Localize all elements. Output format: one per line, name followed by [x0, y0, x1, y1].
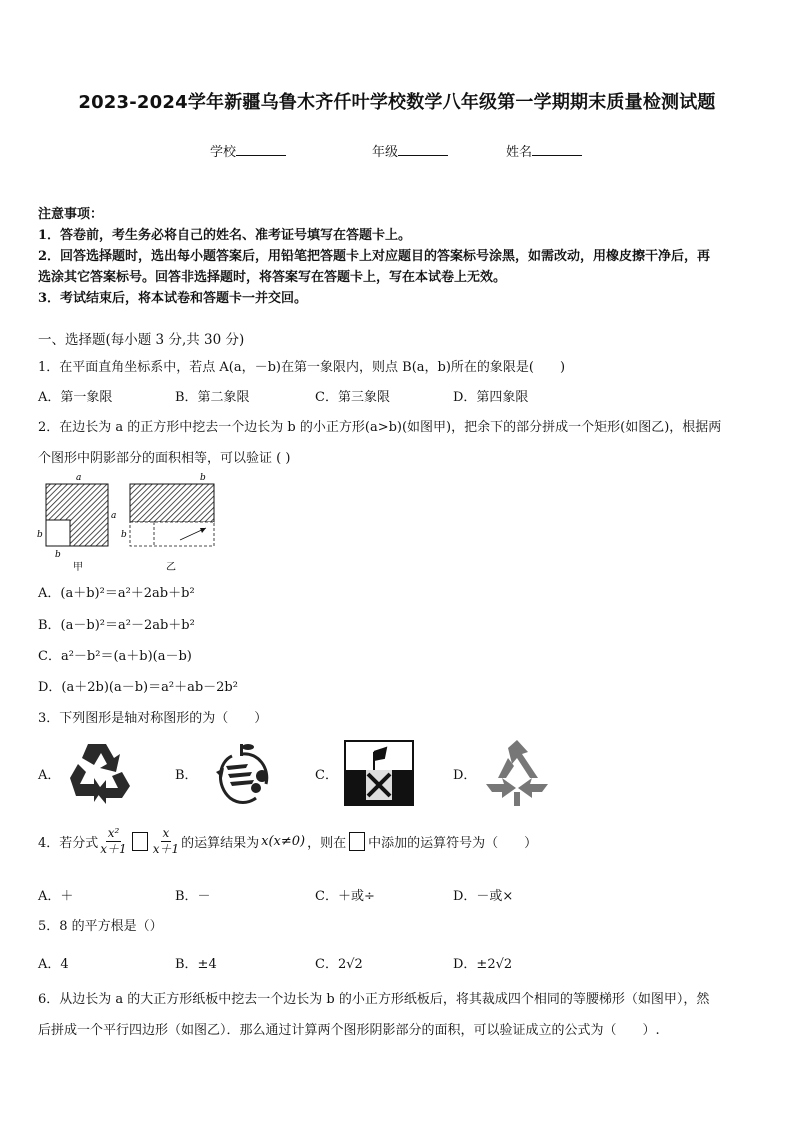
- q4-option-d: D．－或×: [453, 889, 514, 904]
- q3-option-d: D．: [453, 768, 477, 783]
- label-b-left: b: [37, 530, 43, 540]
- name-blank: [532, 143, 582, 156]
- grade-field: [372, 141, 448, 160]
- apple-core-icon: [208, 738, 278, 808]
- q4-frac2-numerator: x: [162, 826, 170, 840]
- section-heading: 一、选择题(每小题 3 分,共 30 分): [38, 332, 245, 348]
- notice-item: 1．答卷前，考生务必将自己的姓名、准考证号填写在答题卡上。: [38, 228, 412, 243]
- question-1-stem: 1．在平面直角坐标系中，若点 A(a，－b)在第一象限内，则点 B(a，b)所在的象限是( ): [38, 360, 566, 375]
- q4-frac2-denominator: x＋1: [152, 842, 180, 856]
- q2-option-b: B．(a－b)²＝a²－2ab＋b²: [38, 618, 195, 633]
- label-a-right: a: [111, 511, 117, 521]
- question-4-stem: [38, 826, 537, 857]
- q5-option-d: D．±2√2: [453, 957, 513, 972]
- q4-middle: 的运算结果为: [181, 836, 260, 851]
- q4-option-a: A．＋: [38, 889, 74, 904]
- question-3-stem: 3．下列图形是轴对称图形的为（ ）: [38, 711, 268, 726]
- q1-option-a: A．第一象限: [38, 390, 113, 405]
- grade-blank: [398, 143, 448, 156]
- q5-option-c: C．2√2: [315, 957, 363, 972]
- q4-suffix-2: 中添加的运算符号为（ ）: [368, 836, 538, 851]
- question-6-stem-cont: 后拼成一个平行四边形（如图乙）．那么通过计算两个图形阴影部分的面积，可以验证成立的公式为（ ）.: [38, 1023, 660, 1038]
- q4-result: x(x≠0): [261, 834, 306, 849]
- q4-frac1-numerator: x²: [107, 826, 120, 840]
- notice-heading: 注意事项：: [38, 207, 104, 222]
- q5-option-a: A．4: [38, 957, 69, 972]
- q1-option-d: D．第四象限: [453, 390, 529, 405]
- q4-frac1-denominator: x＋1: [100, 842, 127, 856]
- q4-suffix-1: ，则在: [307, 836, 347, 851]
- q2-option-a: A．(a＋b)²＝a²＋2ab＋b²: [38, 586, 195, 601]
- name-label: 姓名: [506, 145, 533, 160]
- q4-fraction-2: [151, 826, 181, 857]
- question-5-stem: 5．8 的平方根是（）: [38, 919, 163, 934]
- label-b-yi-top: b: [200, 473, 206, 483]
- triangle-arrows-icon: [484, 738, 550, 808]
- question-2-stem-cont: 个图形中阴影部分的面积相等，可以验证 ( ): [38, 451, 291, 466]
- q4-option-b: B．－: [175, 889, 211, 904]
- q2-option-c: C．a²－b²＝(a＋b)(a－b): [38, 649, 192, 664]
- school-label: 学校: [210, 145, 237, 160]
- question-6-stem: 6．从边长为 a 的大正方形纸板中挖去一个边长为 b 的小正方形纸板后，将其裁成四个相同的等腰梯形（如图甲），然: [38, 992, 710, 1007]
- recycle-icon: [64, 738, 134, 808]
- label-b-bottom: b: [55, 550, 61, 560]
- exam-title: 2023-2024学年新疆乌鲁木齐仟叶学校数学八年级第一学期期末质量检测试题: [78, 92, 716, 113]
- q4-prefix: 4．若分式: [38, 836, 99, 851]
- operator-box: [132, 832, 148, 851]
- q4-option-c: C．＋或÷: [315, 889, 375, 904]
- q1-option-b: B．第二象限: [175, 390, 250, 405]
- label-a-top: a: [76, 473, 82, 483]
- name-field: [506, 141, 582, 160]
- q3-option-a: A．: [38, 768, 61, 783]
- q4-fraction-1: [98, 826, 128, 857]
- q3-option-b: B．: [175, 768, 198, 783]
- notice-item: 2．回答选择题时，选出每小题答案后，用铅笔把答题卡上对应题目的答案标号涂黑，如需改动，用橡皮擦干净后，再: [38, 249, 711, 264]
- q2-option-d: D．(a＋2b)(a－b)＝a²＋ab－2b²: [38, 680, 238, 695]
- figure-jia: [37, 473, 116, 573]
- school-blank: [236, 143, 286, 156]
- q3-option-c: C．: [315, 768, 338, 783]
- notice-item: 选涂其它答案标号。回答非选择题时，将答案写在答题卡上，写在本试卷上无效。: [38, 270, 507, 285]
- label-jia: 甲: [73, 562, 83, 573]
- q5-option-b: B．±4: [175, 957, 217, 972]
- question-2-stem: 2．在边长为 a 的正方形中挖去一个边长为 b 的小正方形(a>b)(如图甲)，把余下的部分拼成一个矩形(如图乙)，根据两: [38, 420, 722, 435]
- no-littering-sign-icon: [344, 740, 414, 806]
- q1-option-c: C．第三象限: [315, 390, 390, 405]
- label-b-yi-left: b: [121, 530, 127, 540]
- notice-item: 3．考试结束后，将本试卷和答题卡一并交回。: [38, 291, 308, 306]
- operator-box: [349, 832, 365, 851]
- school-field: [210, 141, 286, 160]
- label-yi: 乙: [166, 562, 176, 573]
- figure-yi: [121, 473, 214, 573]
- q2-figure: [30, 470, 230, 576]
- grade-label: 年级: [372, 145, 399, 160]
